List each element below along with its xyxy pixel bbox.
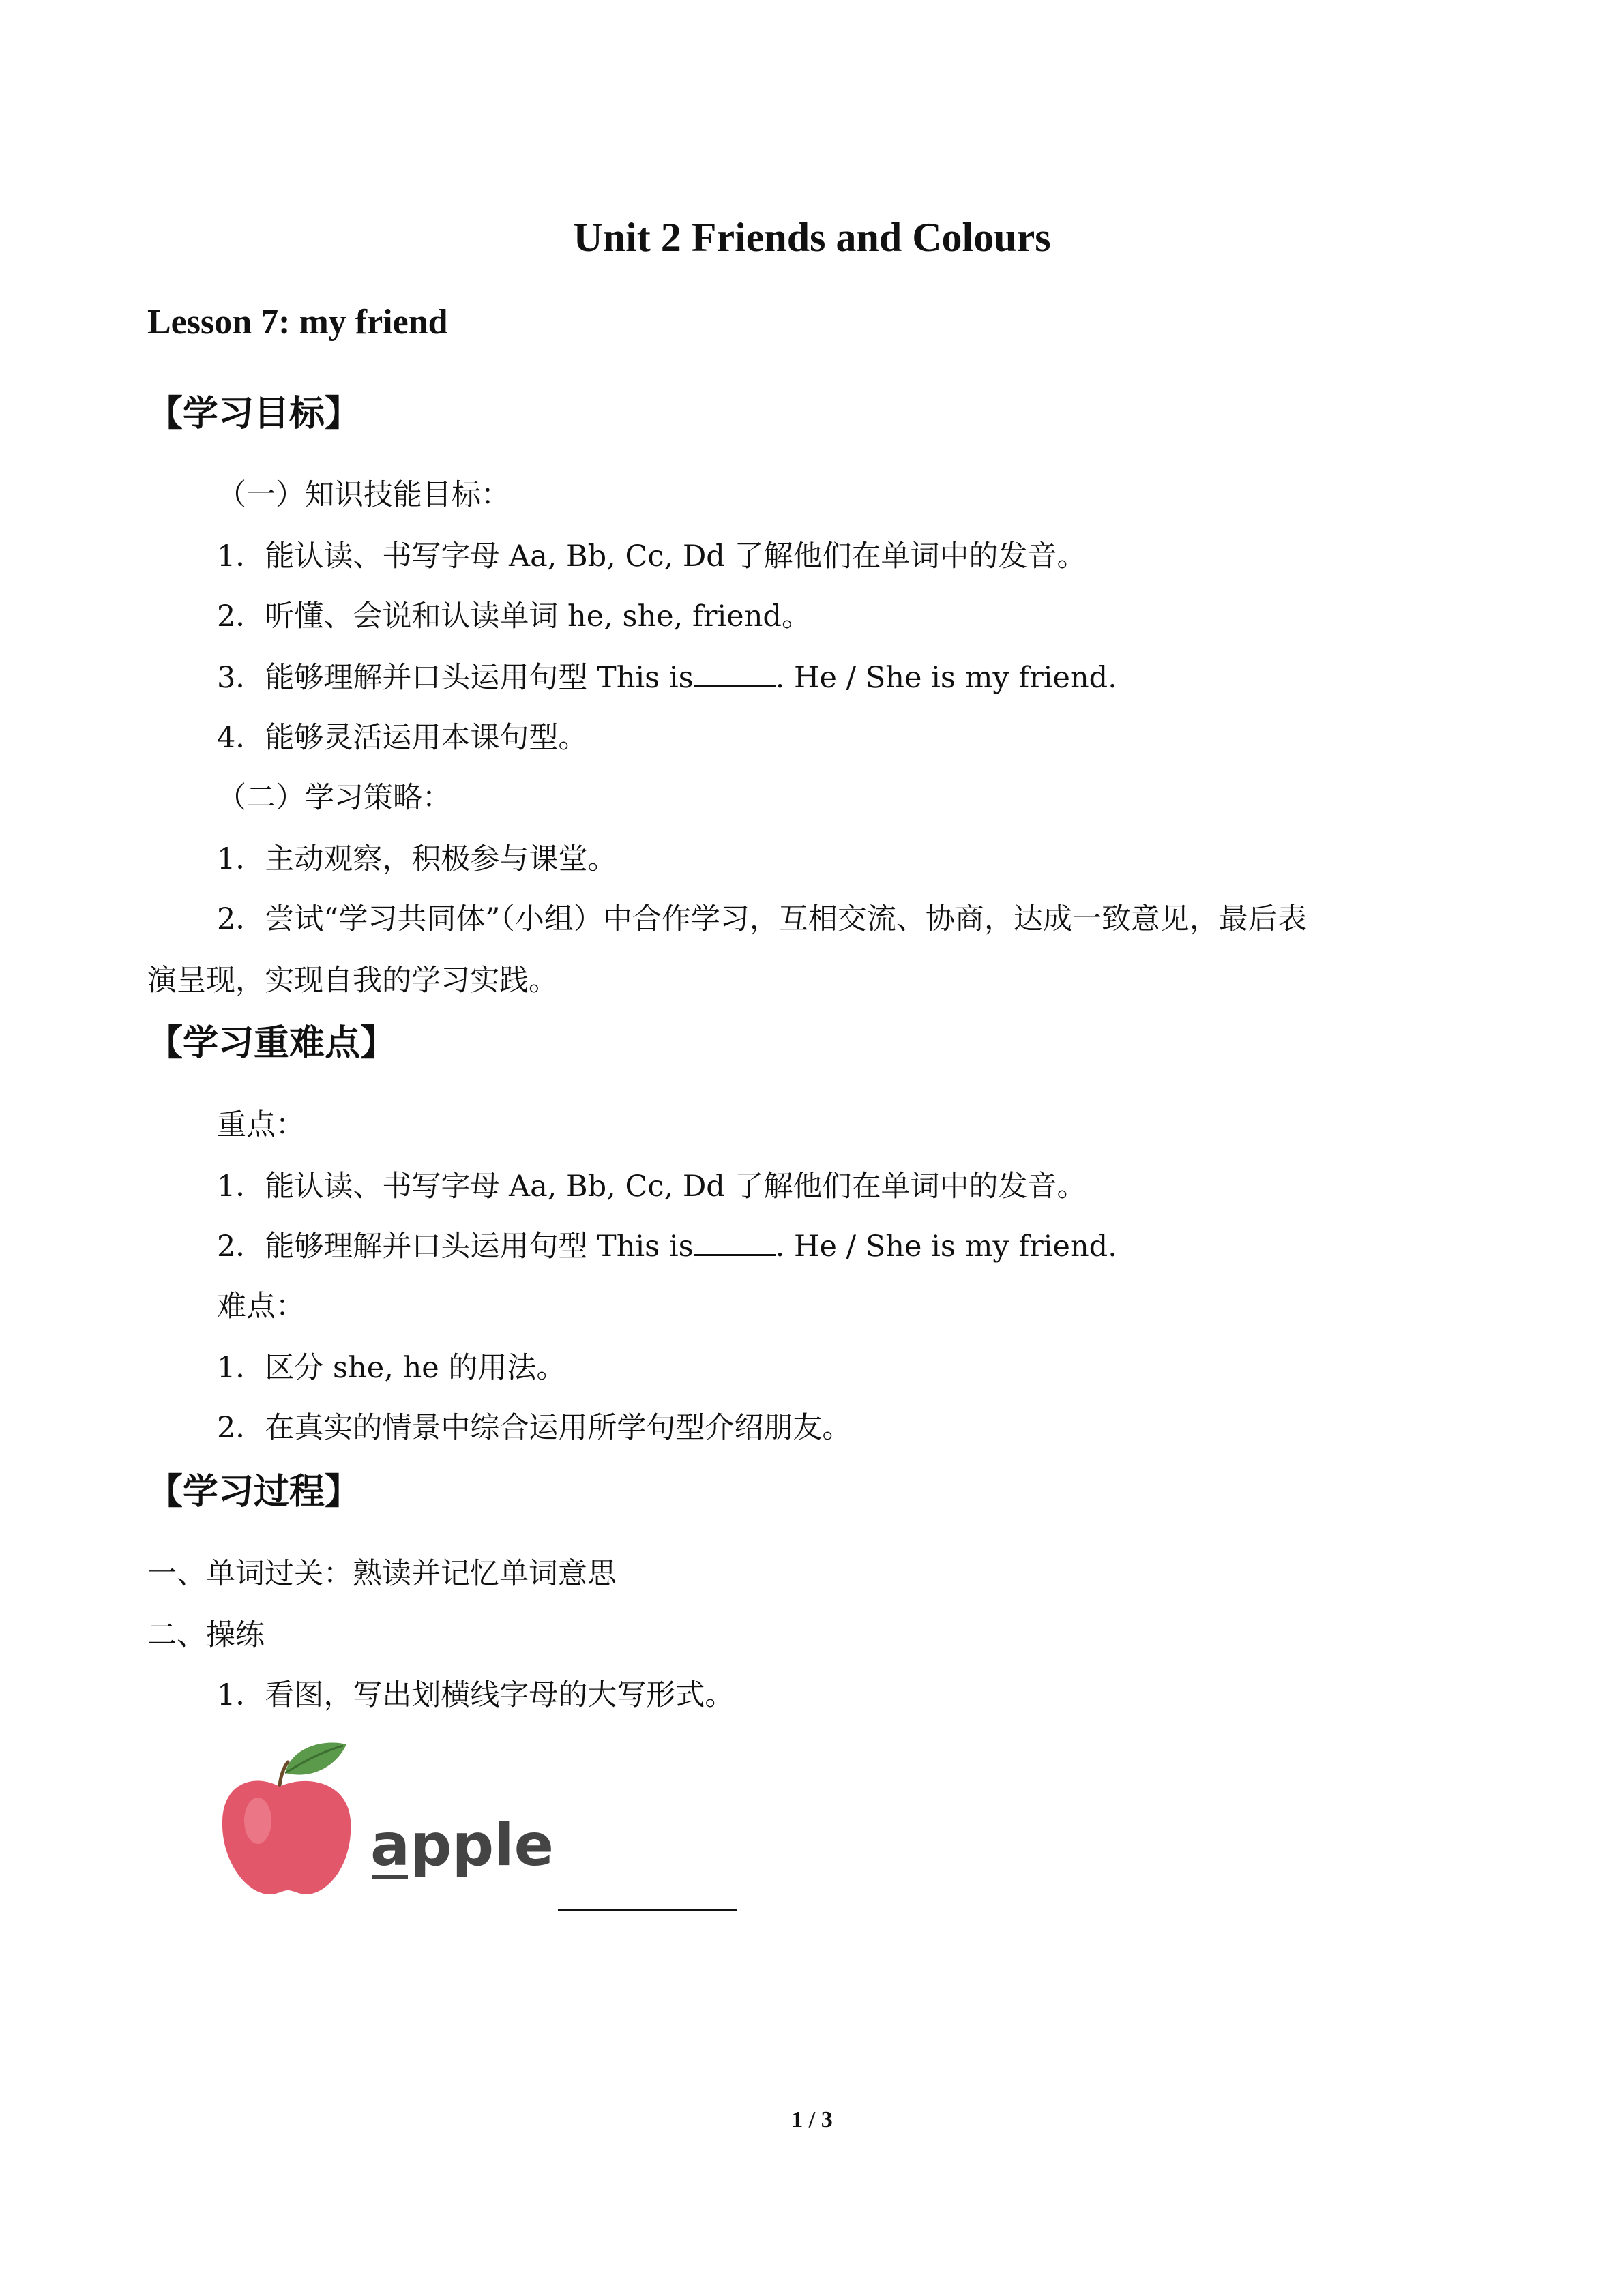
- goal-item-3-text: 3．能够理解并口头运用句型 This is: [217, 661, 694, 695]
- focus-item-2: [217, 1227, 1117, 1266]
- page-title: Unit 2 Friends and Colours: [573, 215, 1051, 260]
- process-step-1: 一、单词过关：熟读并记忆单词意思: [147, 1557, 617, 1591]
- goal-item-1: 1．能认读、书写字母 Aa, Bb, Cc, Dd 了解他们在单词中的发音。: [217, 539, 1087, 573]
- apple-body: [222, 1781, 351, 1895]
- difficulty-item-1: 1．区分 she, he 的用法。: [217, 1351, 566, 1385]
- fill-blank: [694, 1229, 776, 1256]
- goals-subheading-2: （二）学习策略：: [217, 781, 452, 815]
- process-heading: 【学习过程】: [147, 1472, 361, 1512]
- goal-item-3: [217, 659, 1117, 697]
- focus-label: 重点：: [217, 1108, 305, 1142]
- image-word: apple: [370, 1811, 554, 1879]
- apple-figure: [217, 1732, 558, 1909]
- goal-item-4: 4．能够灵活运用本课句型。: [217, 721, 588, 755]
- focus-item-2-text: 2．能够理解并口头运用句型 This is: [217, 1229, 694, 1264]
- lesson-title: Lesson 7: my friend: [147, 303, 448, 342]
- task-1: 1．看图，写出划横线字母的大写形式。: [217, 1678, 735, 1712]
- process-step-2: 二、操练: [147, 1618, 265, 1652]
- goals-heading: 【学习目标】: [147, 393, 361, 434]
- apple-stem: [280, 1762, 288, 1785]
- keypoints-heading: 【学习重难点】: [147, 1023, 396, 1064]
- apple-highlight: [244, 1798, 271, 1844]
- strategy-item-2-cont: 演呈现，实现自我的学习实践。: [147, 964, 558, 998]
- goal-item-2: 2．听懂、会说和认读单词 he, she, friend。: [217, 599, 811, 633]
- goals-subheading-1: （一）知识技能目标：: [217, 478, 510, 512]
- goal-item-3-tail: . He / She is my friend.: [775, 661, 1117, 695]
- difficulty-label: 难点：: [217, 1289, 305, 1324]
- page-number: 1 / 3: [791, 2107, 833, 2132]
- answer-blank[interactable]: [558, 1909, 737, 1911]
- apple-icon: [217, 1732, 558, 1909]
- focus-item-2-tail: . He / She is my friend.: [775, 1229, 1117, 1264]
- strategy-item-2: 2．尝试“学习共同体”（小组）中合作学习，互相交流、协商，达成一致意见，最后表: [217, 902, 1307, 936]
- fill-blank: [694, 661, 776, 687]
- strategy-item-1: 1．主动观察，积极参与课堂。: [217, 842, 617, 876]
- focus-item-1: 1．能认读、书写字母 Aa, Bb, Cc, Dd 了解他们在单词中的发音。: [217, 1169, 1087, 1204]
- difficulty-item-2: 2．在真实的情景中综合运用所学句型介绍朋友。: [217, 1411, 852, 1445]
